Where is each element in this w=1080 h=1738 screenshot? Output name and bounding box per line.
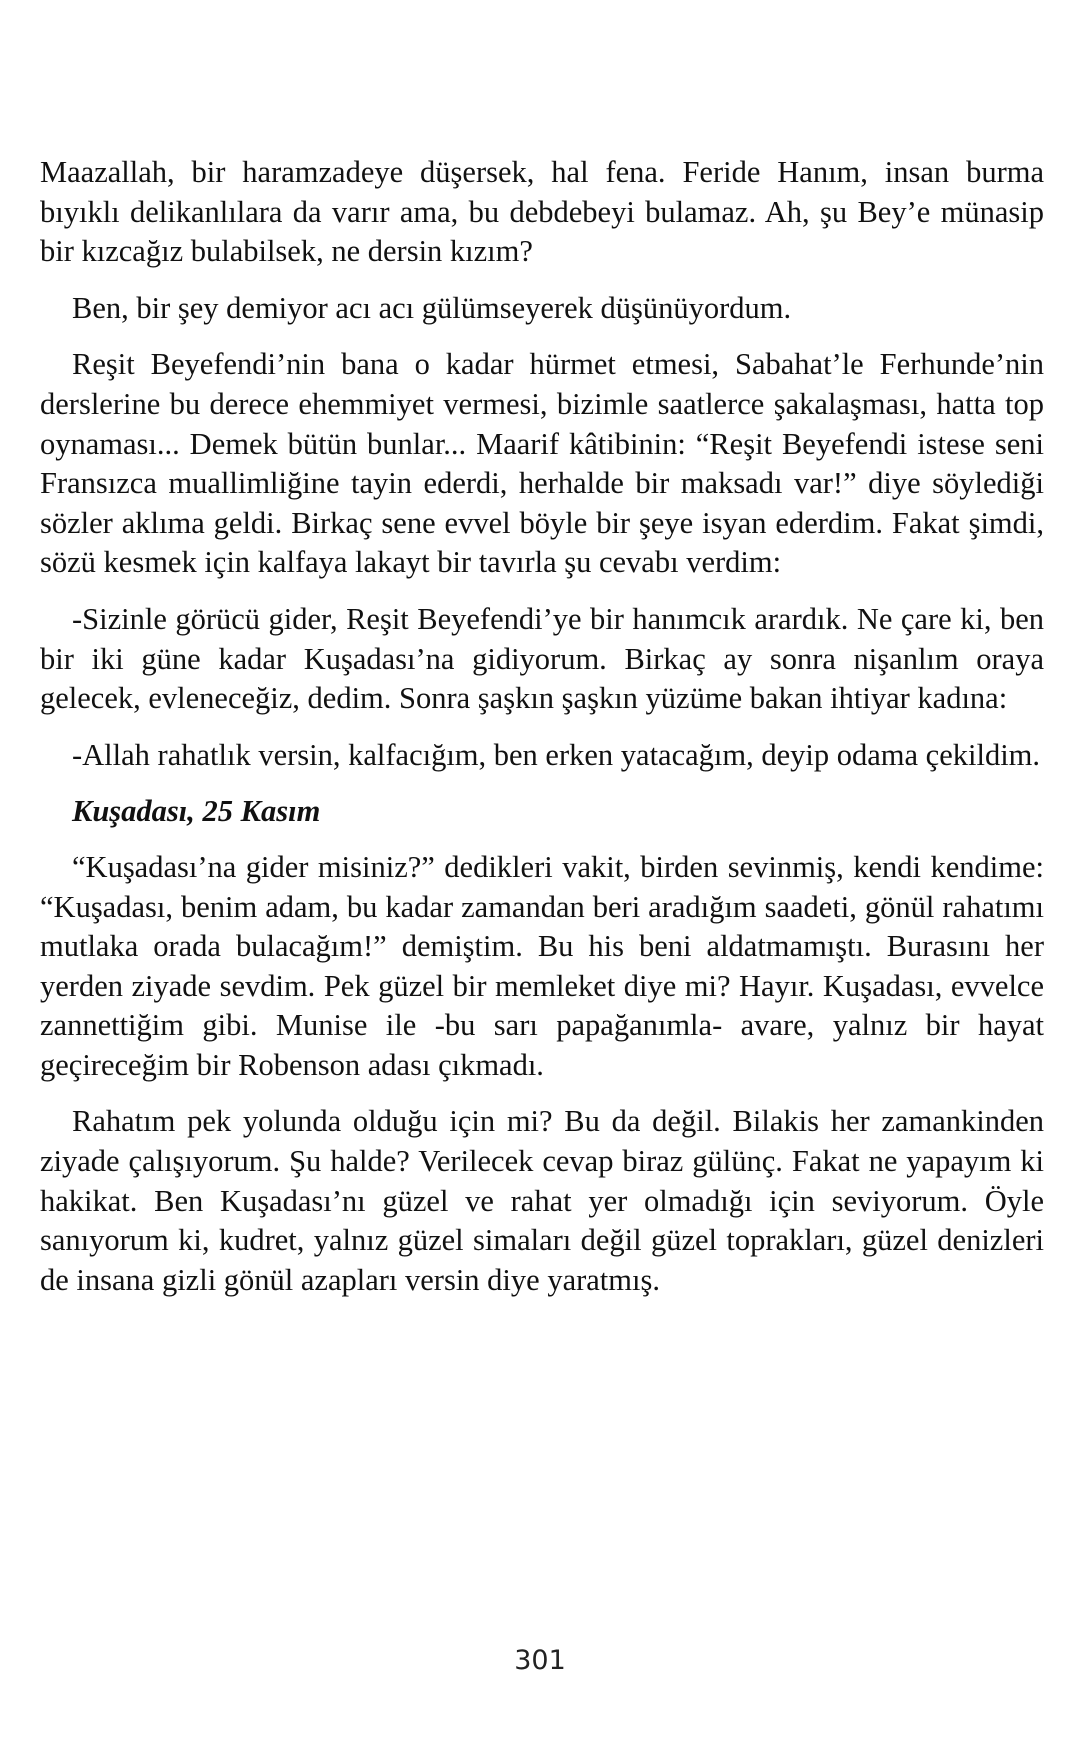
paragraph-continuation: Maazallah, bir haramzadeye düşersek, hal fena. Feride Hanım, insan burma bıyıklı delikanlılara da varır ama, bu debdebeyi bulamaz. Ah, şu Bey’e münasip bir kızcağız bulabilsek, ne dersin kızım? xyxy=(40,155,1044,269)
paragraph: “Kuşadası’na gider misiniz?” dedikleri vakit, birden sevinmiş, kendi kendime: “Kuşadası, benim adam, bu kadar zamandan beri aradığım saadeti, gönül rahatımı mutlaka orada bulacağım!” demiştim. Bu his beni aldatmamıştı. Burasını her yerden ziyade sevdim. Pek güzel bir memleket diye mi? Hayır. Kuşadası, evvelce zannettiğim gibi. Munise ile -bu sarı papağanımla- avare, yalnız bir hayat geçireceğim bir Robenson adası çıkmadı. xyxy=(40,849,1044,1082)
section-heading: Kuşadası, 25 Kasım xyxy=(72,794,321,829)
paragraph: Ben, bir şey demiyor acı acı gülümseyerek düşünüyordum. xyxy=(72,290,792,325)
paragraph-dialogue: -Sizinle görücü gider, Reşit Beyefendi’ye bir hanımcık arardık. Ne çare ki, ben bir iki güne kadar Kuşadası’na gidiyorum. Birkaç ay sonra nişanlım oraya gelecek, evleneceğiz, dedim. Sonra şaşkın şaşkın yüzüme bakan ihtiyar kadına: xyxy=(40,601,1044,716)
page-number: 301 xyxy=(514,1645,566,1676)
paragraph: Rahatım pek yolunda olduğu için mi? Bu da değil. Bilakis her zamankinden ziyade çalışıyorum. Şu halde? Verilecek cevap biraz gülünç. Fakat ne yapayım ki hakikat. Ben Kuşadası’nı güzel ve rahat yer olmadığı için seviyorum. Öyle sanıyorum ki, kudret, yalnız güzel simaları değil güzel toprakları, güzel denizleri de insana gizli gönül azapları versin diye yaratmış. xyxy=(40,1104,1044,1297)
paragraph: Reşit Beyefendi’nin bana o kadar hürmet etmesi, Sabahat’le Ferhunde’nin derslerine bu derece ehemmiyet vermesi, bizimle saatlerce şakalaşması, hatta top oynaması... Demek bütün bunlar... Maarif kâtibinin: “Reşit Beyefendi istese seni Fransızca muallimliğine tayin ederdi, herhalde bir maksadı var!” diye söylediği sözler aklıma geldi. Birkaç sene evvel böyle bir şeye isyan ederdim. Fakat şimdi, sözü kesmek için kalfaya lakayt bir tavırla şu cevabı verdim: xyxy=(40,347,1044,580)
paragraph-dialogue: -Allah rahatlık versin, kalfacığım, ben erken yatacağım, deyip odama çekildim. xyxy=(72,737,1041,772)
page-body-text xyxy=(40,153,1044,1317)
